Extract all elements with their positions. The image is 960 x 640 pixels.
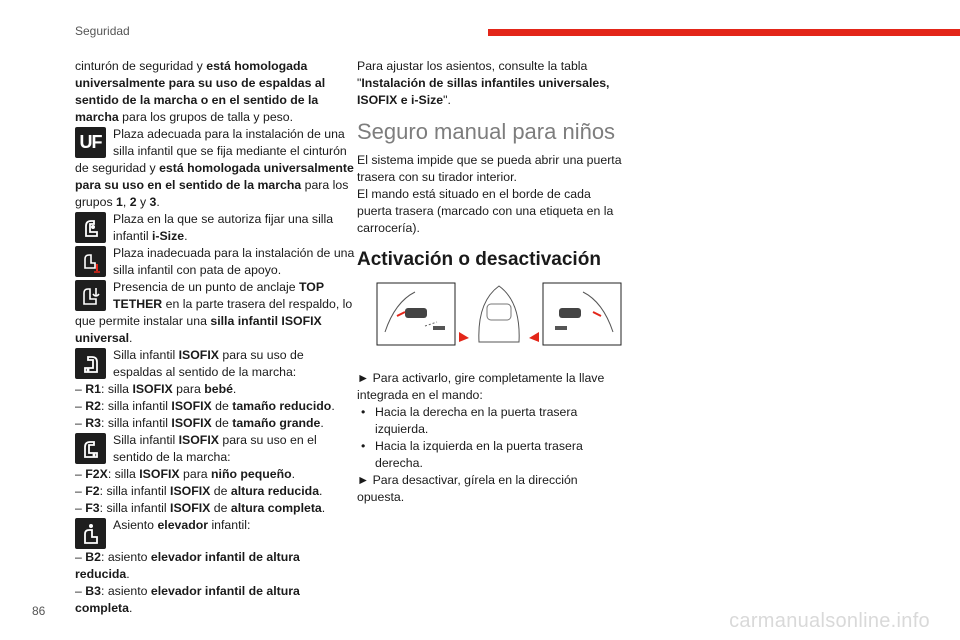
intro-paragraph: cinturón de seguridad y está homologada universalmente para su uso de espaldas al sentido de la marcha o en el sentido de la marcha para los grupos de talla y peso.: [75, 59, 326, 124]
list-item-r1: – R1: silla ISOFIX para bebé.: [75, 382, 237, 396]
entry-isofix-front: Silla infantil ISOFIX para su uso en el sentido de la marcha:: [75, 432, 355, 466]
deactivate-instruction: ► Para desactivar, gírela en la dirección opuesta.: [357, 473, 578, 504]
child-lock-paragraph-1: El sistema impide que se pueda abrir una puerta trasera con su tirador interior.: [357, 153, 622, 184]
section-title: Seguro manual para niños: [357, 119, 616, 144]
header-accent-bar: [488, 29, 960, 36]
entry-support-leg: Plaza inadecuada para la instalación de una silla infantil con pata de apoyo.: [75, 245, 355, 279]
isize-seat-icon: [75, 212, 106, 243]
subsection-title: Activación o desactivación: [357, 249, 601, 270]
isofix-forward-facing-icon: [75, 433, 106, 464]
top-tether-anchor-icon: [75, 280, 106, 311]
activate-instruction: ► Para activarlo, gire completamente la llave integrada en el mando:: [357, 371, 605, 402]
watermark: carmanualsonline.info: [729, 610, 930, 632]
entry-top-tether: Presencia de un punto de anclaje TOP TETHER en la parte trasera del respaldo, lo que permite instalar una silla infantil ISOFIX universal.: [75, 280, 353, 345]
page-number: 86: [32, 604, 46, 618]
right-column: [357, 58, 625, 506]
list-item-f2x: – F2X: silla ISOFIX para niño pequeño.: [75, 467, 296, 481]
booster-seat-icon: [75, 518, 106, 549]
bullet-item: • Hacia la derecha en la puerta trasera izquierda.: [361, 405, 578, 436]
entry-isofix-rear: Silla infantil ISOFIX para su uso de espaldas al sentido de la marcha:: [75, 347, 355, 381]
list-item-f3: – F3: silla infantil ISOFIX de altura completa.: [75, 501, 326, 515]
entry-uf: UF Plaza adecuada para la instalación de una silla infantil que se fija mediante el cinturón de seguridad y está homologada universalmente para su uso en el sentido de la marcha para los grupos 1, 2 y 3.: [75, 127, 354, 209]
list-item-f2: – F2: silla infantil ISOFIX de altura reducida.: [75, 484, 323, 498]
list-item-b2: – B2: asiento elevador infantil de altura reducida.: [75, 550, 300, 581]
entry-booster: Asiento elevador infantil:: [75, 517, 355, 549]
list-item-r3: – R3: silla infantil ISOFIX de tamaño grande.: [75, 416, 324, 430]
entry-isize: Plaza en la que se autoriza fijar una silla infantil i-Size.: [75, 211, 355, 245]
seat-adjust-paragraph: Para ajustar los asientos, consulte la tabla "Instalación de sillas infantiles universales, ISOFIX e i-Size".: [357, 59, 610, 107]
left-column: [75, 58, 355, 617]
header-title: Seguridad: [75, 24, 130, 38]
support-leg-prohibited-icon: [75, 246, 106, 277]
child-lock-paragraph-2: El mando está situado en el borde de cada puerta trasera (marcado con una etiqueta en la carrocería).: [357, 187, 614, 235]
isofix-rear-facing-icon: [75, 348, 106, 379]
child-lock-illustration: [375, 282, 623, 346]
bullet-item: • Hacia la izquierda en la puerta trasera derecha.: [361, 439, 583, 470]
list-item-b3: – B3: asiento elevador infantil de altura completa.: [75, 584, 300, 615]
list-item-r2: – R2: silla infantil ISOFIX de tamaño reducido.: [75, 399, 335, 413]
uf-icon: UF: [75, 127, 106, 158]
